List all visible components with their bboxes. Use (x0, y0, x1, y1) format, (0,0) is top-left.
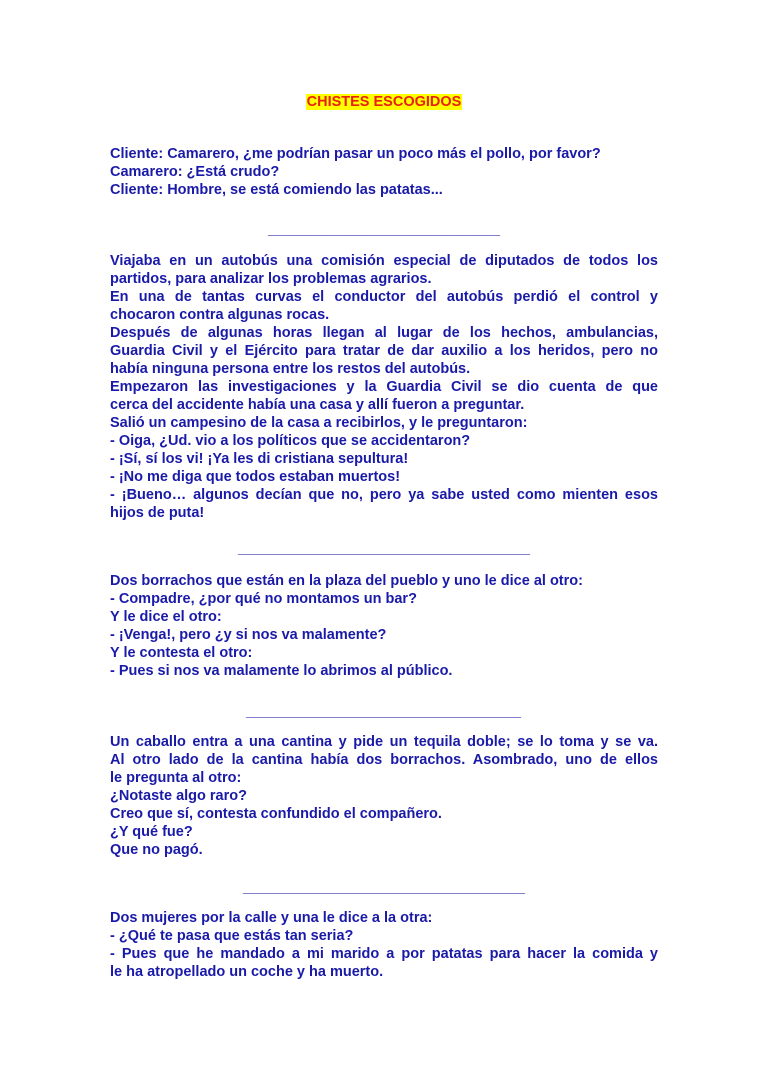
text-line: Empezaron las investigaciones y la Guardia Civil se dio cuenta de que (110, 379, 658, 395)
text-line: Cliente: Hombre, se está comiendo las patatas... (110, 182, 443, 198)
text-line: Y le contesta el otro: (110, 645, 253, 661)
text-line: chocaron contra algunas rocas. (110, 307, 330, 323)
separator-text: ____________________________ (246, 704, 521, 720)
text-line: - ¡Venga!, pero ¿y si nos va malamente? (110, 627, 387, 643)
joke-section (110, 145, 658, 199)
text-line: partidos, para analizar los problemas agrarios. (110, 271, 432, 287)
text-line: Creo que sí, contesta confundido el compañero. (110, 806, 442, 822)
text-line: le pregunta al otro: (110, 770, 242, 786)
separator-text: ____________________________ (268, 222, 500, 238)
separator-line (238, 540, 530, 558)
text-line: Dos borrachos que están en la plaza del pueblo y uno le dice al otro: (110, 573, 583, 589)
text-line: Viajaba en un autobús una comisión especial de diputados de todos los (110, 253, 658, 269)
separator-line (243, 879, 525, 897)
text-line: Al otro lado de la cantina había dos borrachos. Asombrado, uno de ellos (110, 752, 658, 768)
document-title: CHISTES ESCOGIDOS (306, 94, 462, 110)
separator-line (246, 703, 521, 721)
text-line: - ¡Bueno… algunos decían que no, pero ya sabe usted como mienten esos (110, 487, 658, 503)
text-line: cerca del accidente había una casa y allí fueron a preguntar. (110, 397, 525, 413)
text-line: Salió un campesino de la casa a recibirlos, y le preguntaron: (110, 415, 528, 431)
joke-section (110, 909, 658, 981)
text-line: Que no pagó. (110, 842, 203, 858)
text-line: Un caballo entra a una cantina y pide un tequila doble; se lo toma y se va. (110, 734, 658, 750)
separator-line (268, 221, 500, 239)
text-line: - ¿Qué te pasa que estás tan seria? (110, 928, 354, 944)
text-line: Después de algunas horas llegan al lugar de los hechos, ambulancias, (110, 325, 658, 341)
separator-text: ____________________________ (238, 541, 530, 557)
separator-text: ____________________________ (243, 880, 525, 896)
text-line: En una de tantas curvas el conductor del autobús perdió el control y (110, 289, 658, 305)
joke-section (110, 733, 658, 859)
text-line: ¿Notaste algo raro? (110, 788, 247, 804)
text-line: Camarero: ¿Está crudo? (110, 164, 280, 180)
text-line: Cliente: Camarero, ¿me podrían pasar un poco más el pollo, por favor? (110, 146, 601, 162)
text-line: - ¡No me diga que todos estaban muertos! (110, 469, 401, 485)
text-line: - ¡Sí, sí los vi! ¡Ya les di cristiana sepultura! (110, 451, 409, 467)
text-line: Dos mujeres por la calle y una le dice a la otra: (110, 910, 433, 926)
joke-section (110, 252, 658, 522)
text-line: - Pues que he mandado a mi marido a por patatas para hacer la comida y (110, 946, 658, 962)
text-line: Y le dice el otro: (110, 609, 222, 625)
text-line: le ha atropellado un coche y ha muerto. (110, 964, 384, 980)
joke-section (110, 572, 658, 680)
text-line: hijos de puta! (110, 505, 205, 521)
text-line: - Compadre, ¿por qué no montamos un bar? (110, 591, 417, 607)
text-line: - Oiga, ¿Ud. vio a los políticos que se accidentaron? (110, 433, 471, 449)
text-line: Guardia Civil y el Ejército para tratar de dar auxilio a los heridos, pero no (110, 343, 658, 359)
text-line: había ninguna persona entre los restos del autobús. (110, 361, 471, 377)
text-line: - Pues si nos va malamente lo abrimos al público. (110, 663, 453, 679)
text-line: ¿Y qué fue? (110, 824, 193, 840)
